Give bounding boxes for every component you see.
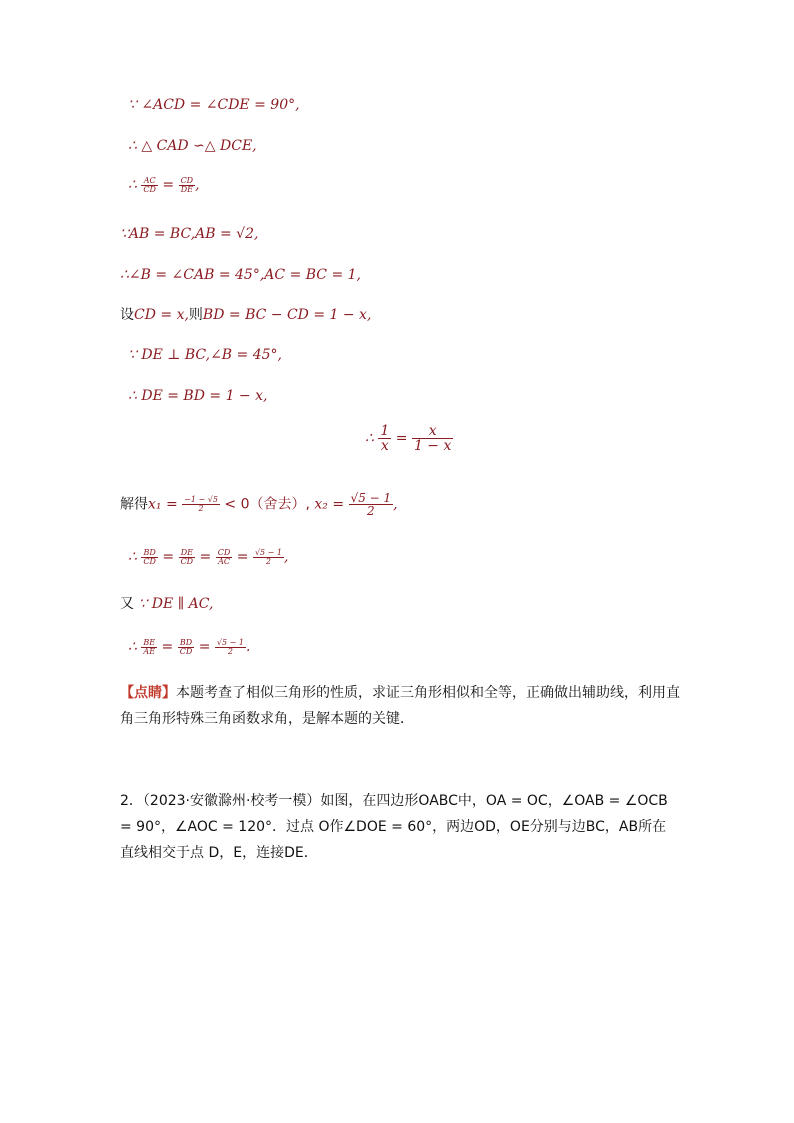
fraction: $\frac{AC}{CD}$ bbox=[143, 175, 156, 194]
step-equation: ∴ $\frac{1}{x}$ = $\frac{x}{1 - x}$ bbox=[365, 423, 452, 454]
step-let-cd: 设CD = x,则BD = BC − CD = 1 − x, bbox=[120, 307, 372, 323]
key-point-tag: 【点睛】 bbox=[120, 685, 176, 701]
step-solve: 解得x₁ = $\frac{-1 - √5}{2}$ < 0（舍去）, x₂ = $\frac{√5 - 1}{2}$ , bbox=[120, 491, 398, 518]
fraction: $\frac{√5 - 1}{2}$ bbox=[216, 637, 244, 656]
step-final-ratio: ∴ $\frac{BE}{AE}$ = $\frac{BD}{CD}$ = $\frac{√5 - 1}{2}$ . bbox=[128, 637, 251, 656]
fraction: $\frac{CD}{DE}$ bbox=[180, 175, 194, 194]
fraction: $\frac{√5 - 1}{2}$ bbox=[254, 547, 283, 566]
step-angle-equal: ∵ ∠ACD = ∠CDE = 90°, bbox=[128, 97, 300, 113]
step-triangle-similar: ∴ △ CAD ∽△ DCE, bbox=[128, 138, 257, 154]
key-point-text: 本题考查了相似三角形的性质，求证三角形相似和全等，正确做出辅助线，利用直角三角形特殊三角函数求角，是解本题的关键． bbox=[120, 685, 680, 727]
key-point-comment bbox=[120, 680, 680, 732]
step-de-perp-bc: ∵ DE ⊥ BC,∠B = 45°, bbox=[128, 347, 282, 363]
fraction: $\frac{-1 - √5}{2}$ bbox=[184, 495, 218, 513]
step-de-parallel-ac: 又 ∵ DE ∥ AC, bbox=[120, 596, 214, 612]
step-ab-bc: ∵AB = BC,AB = √2, bbox=[120, 226, 259, 242]
fraction: $\frac{BD}{CD}$ bbox=[143, 547, 156, 566]
step-ratio-ac-cd: ∴ $\frac{AC}{CD}$ = $\frac{CD}{DE}$ , bbox=[128, 175, 200, 194]
fraction: $\frac{BD}{CD}$ bbox=[179, 637, 193, 656]
fraction: $\frac{BE}{AE}$ bbox=[143, 637, 156, 656]
fraction: $\frac{x}{1 - x}$ bbox=[413, 423, 452, 454]
step-ratios: ∴ $\frac{BD}{CD}$ = $\frac{DE}{CD}$ = $\frac{CD}{AC}$ = $\frac{√5 - 1}{2}$ , bbox=[128, 547, 289, 566]
fraction: $\frac{DE}{CD}$ bbox=[180, 547, 194, 566]
fraction: $\frac{1}{x}$ bbox=[380, 423, 390, 454]
fraction: $\frac{CD}{AC}$ bbox=[217, 547, 231, 566]
fraction: $\frac{√5 - 1}{2}$ bbox=[350, 491, 392, 518]
problem-2-statement: 2．（2023·安徽滁州·校考一模）如图，在四边形OABC中，OA = OC，∠OAB = ∠OCB = 90°，∠AOC = 120°．过点 O作∠DOE = 60°，两边OD，OE分别与边BC，AB所在直线相交于点 D，E，连接DE． bbox=[120, 793, 668, 861]
step-de-bd: ∴ DE = BD = 1 − x, bbox=[128, 388, 268, 404]
step-angle-b: ∴∠B = ∠CAB = 45°,AC = BC = 1, bbox=[120, 267, 361, 283]
